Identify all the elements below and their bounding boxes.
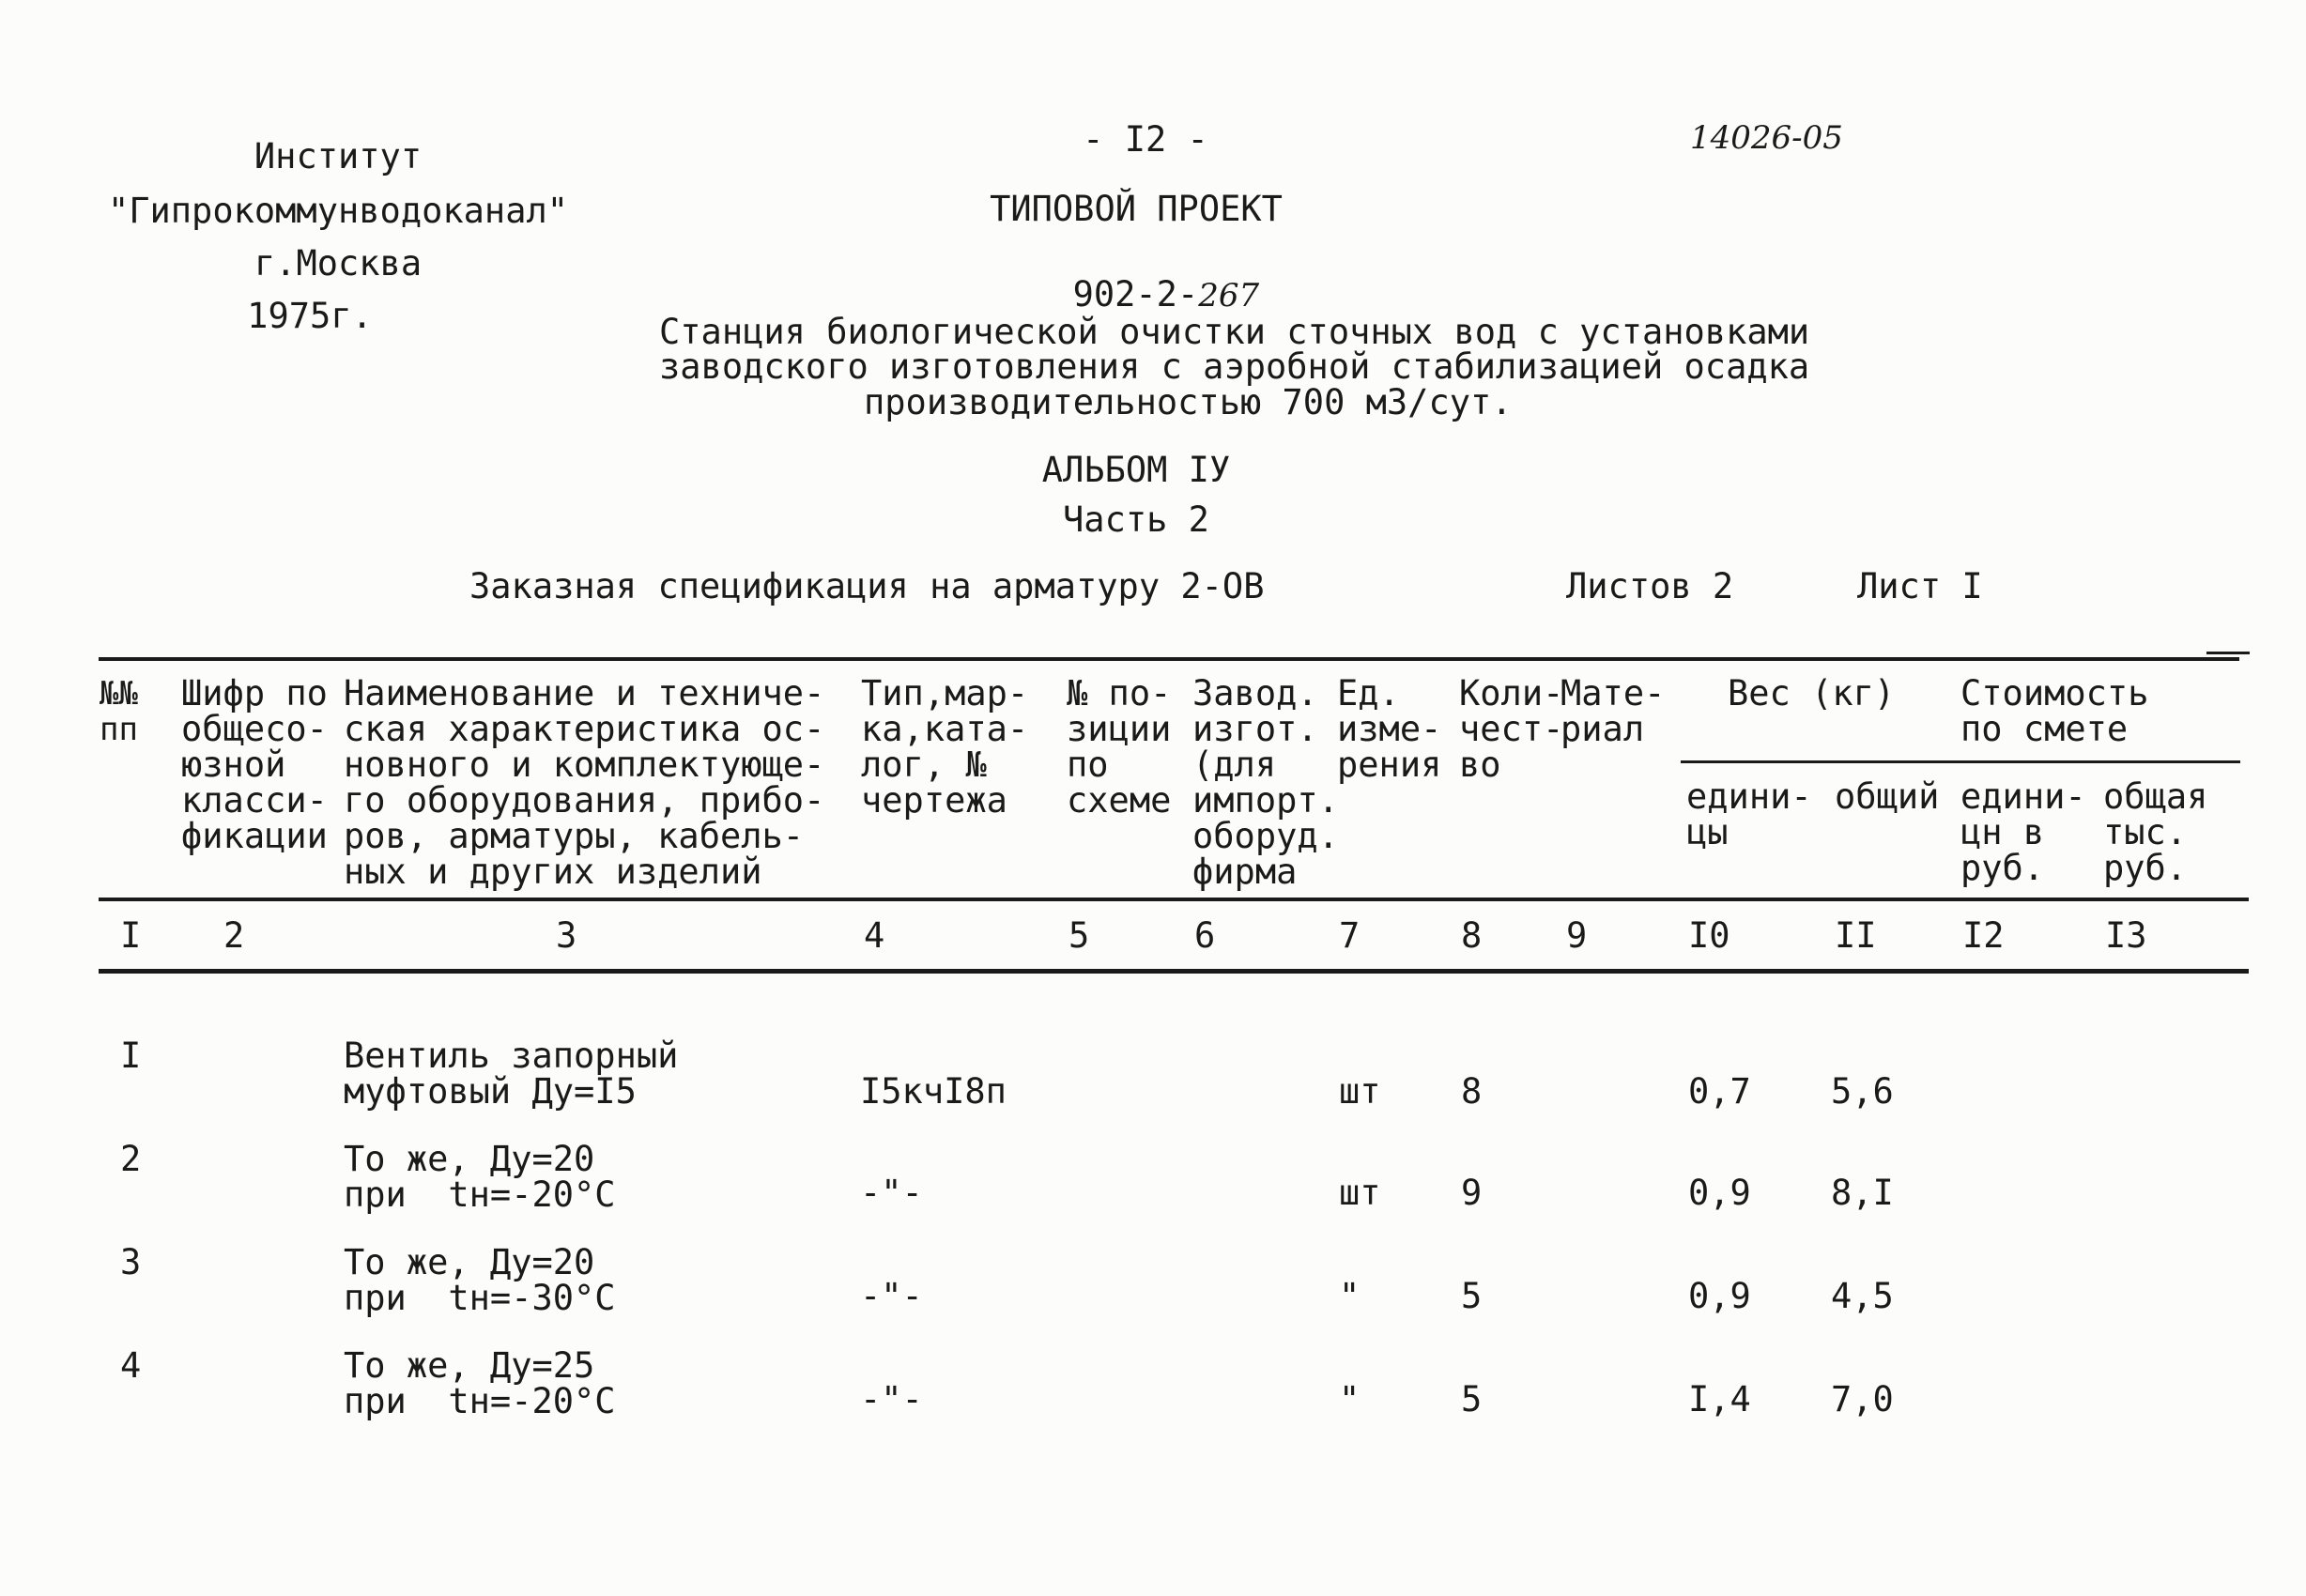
sheets-total: Листов 2 — [1566, 566, 1734, 606]
table-top-rule — [99, 657, 2239, 661]
col-header-position: № по- зиции по схеме — [1067, 673, 1172, 821]
col-number-2: 2 — [223, 915, 245, 956]
row-number: 3 — [120, 1242, 142, 1282]
col-number-6: 6 — [1194, 915, 1216, 956]
col-header-name: Наименование и техниче- ская характеристика ос- новного и комплектующе- го оборудования, прибо- ров, арматуры, кабель- ных и других изделий — [344, 673, 825, 892]
col-header-number: №№ пп — [100, 675, 138, 748]
col-header-quantity: Коли- чест- во — [1459, 673, 1564, 785]
row-weight-total: 7,0 — [1831, 1379, 1894, 1420]
col-number-7: 7 — [1339, 915, 1361, 956]
institute-line-1: Институт — [254, 136, 423, 176]
header-bottom-rule — [99, 898, 2249, 901]
row-type: -"- — [860, 1276, 923, 1316]
row-number: 4 — [120, 1345, 142, 1386]
col-header-material: Мате- риал — [1560, 673, 1666, 749]
row-name: Вентиль запорный муфтовый Ду=I5 — [344, 1036, 679, 1112]
page-number: - I2 - — [1083, 119, 1208, 160]
sheet-number: Лист I — [1857, 566, 1983, 606]
col-header-weight-unit: едини- цы — [1686, 776, 1812, 852]
row-unit: шт — [1339, 1173, 1381, 1213]
col-header-cost: Стоимость по смете — [1960, 673, 2149, 749]
col-number-8: 8 — [1461, 915, 1483, 956]
col-number-9: 9 — [1566, 915, 1588, 956]
col-header-weight-total: общий — [1835, 776, 1940, 817]
project-number-handwritten: 267 — [1198, 277, 1260, 315]
column-number-rule — [99, 969, 2249, 974]
row-name: То же, Ду=20 при tн=-20°С — [344, 1139, 616, 1215]
album-label: АЛЬБОМ IУ — [1041, 450, 1231, 490]
row-quantity: 5 — [1461, 1379, 1483, 1420]
col-number-4: 4 — [864, 915, 885, 956]
col-header-cost-unit: едини- цн в руб. — [1960, 776, 2086, 888]
col-header-type: Тип,мар- ка,ката- лог, № чертежа — [861, 673, 1029, 821]
row-weight-total: 8,I — [1831, 1173, 1894, 1213]
document-code: 14026-05 — [1690, 119, 1843, 157]
row-type: -"- — [860, 1379, 923, 1420]
institute-line-4: 1975г. — [247, 296, 373, 336]
col-number-5: 5 — [1068, 915, 1090, 956]
col-header-manufacturer: Завод. изгот. (для импорт. оборуд. фирма — [1192, 673, 1339, 892]
spec-title: Заказная спецификация на арматуру 2-ОВ — [469, 566, 1265, 606]
project-type: ТИПОВОЙ ПРОЕКТ — [990, 189, 1283, 229]
col-header-unit: Ед. изме- рения — [1337, 673, 1442, 785]
row-name: То же, Ду=20 при tн=-30°С — [344, 1242, 616, 1318]
part-label: Часть 2 — [1063, 499, 1209, 540]
institute-line-3: г.Москва — [254, 243, 423, 284]
row-unit: шт — [1339, 1071, 1381, 1112]
row-number: I — [120, 1036, 142, 1076]
col-number-1: I — [120, 915, 142, 956]
col-number-10: I0 — [1688, 915, 1730, 956]
col-header-classification: Шифр по общесо- юзной класси- фикации — [181, 673, 328, 856]
row-number: 2 — [120, 1139, 142, 1179]
row-quantity: 9 — [1461, 1173, 1483, 1213]
project-number — [1031, 242, 1260, 315]
row-unit: " — [1339, 1379, 1361, 1420]
col-number-3: 3 — [556, 915, 577, 956]
row-name: То же, Ду=25 при tн=-20°С — [344, 1345, 616, 1421]
row-unit: " — [1339, 1276, 1361, 1316]
row-weight-total: 5,6 — [1831, 1071, 1894, 1112]
row-quantity: 8 — [1461, 1071, 1483, 1112]
row-type: -"- — [860, 1173, 923, 1213]
institute-line-2: "Гипрокоммунводоканал" — [107, 191, 569, 231]
table-top-rule-tail — [2206, 652, 2250, 654]
col-number-12: I2 — [1962, 915, 2005, 956]
title-line-2: заводского изготовления с аэробной стабилизацией осадка — [659, 346, 1810, 387]
title-line-1: Станция биологической очистки сточных вод с установками — [659, 312, 1810, 352]
title-line-3: производительностью 700 м3/сут. — [864, 382, 1513, 422]
col-header-cost-total: общая тыс. руб. — [2103, 776, 2208, 888]
project-number-printed: 902-2- — [1072, 274, 1199, 315]
row-type: I5кчI8п — [860, 1071, 1007, 1112]
group-sub-rule — [1681, 760, 2240, 763]
row-weight-unit: 0,9 — [1688, 1173, 1751, 1213]
row-quantity: 5 — [1461, 1276, 1483, 1316]
col-number-11: II — [1835, 915, 1877, 956]
row-weight-unit: 0,7 — [1688, 1071, 1751, 1112]
col-header-weight: Вес (кг) — [1728, 673, 1896, 714]
row-weight-unit: I,4 — [1688, 1379, 1751, 1420]
col-number-13: I3 — [2105, 915, 2147, 956]
row-weight-unit: 0,9 — [1688, 1276, 1751, 1316]
row-weight-total: 4,5 — [1831, 1276, 1894, 1316]
